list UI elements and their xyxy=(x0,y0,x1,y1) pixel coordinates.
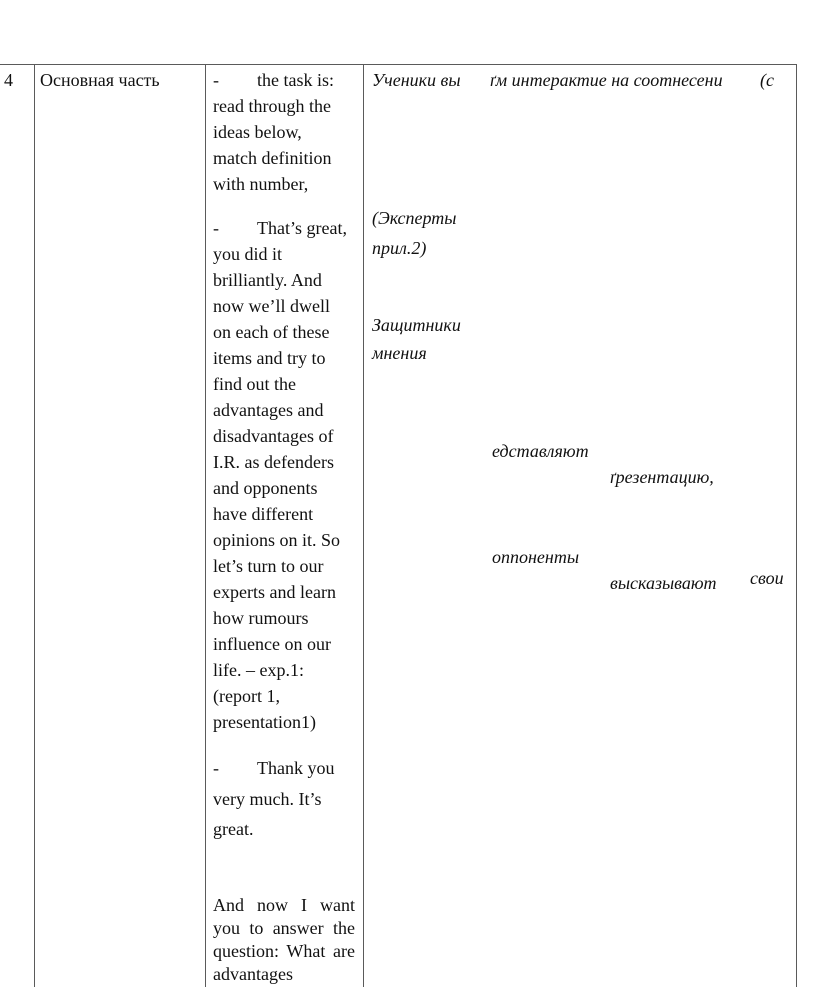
col-border-1 xyxy=(34,64,35,987)
col-border-3 xyxy=(363,64,364,987)
dash-3: - xyxy=(213,758,219,778)
students-text: (с xyxy=(760,70,774,90)
teacher-line: That’s great, xyxy=(257,218,347,238)
teacher-line: very much. It’s xyxy=(213,789,322,809)
students-text: оппоненты xyxy=(492,547,580,567)
teacher-final-paragraph: And now I want you to answer the question: What are advantages xyxy=(213,895,355,984)
students-text: едставляют xyxy=(492,441,589,461)
teacher-line: life. – exp.1: xyxy=(213,660,304,680)
teacher-line: let’s turn to our xyxy=(213,556,324,576)
teacher-line: how rumours xyxy=(213,608,309,628)
teacher-line: opinions on it. So xyxy=(213,530,341,550)
dash-2: - xyxy=(213,218,219,238)
stage-name: Основная часть xyxy=(40,70,160,90)
teacher-line: presentation1) xyxy=(213,712,316,732)
teacher-line: disadvantages of xyxy=(213,426,334,446)
teacher-line: now we’ll dwell xyxy=(213,296,330,316)
teacher-line: find out the xyxy=(213,374,296,394)
col-border-2 xyxy=(205,64,206,987)
teacher-line: have different xyxy=(213,504,314,524)
students-text: ґрезентацию, xyxy=(610,467,714,487)
students-text: свои xyxy=(750,568,784,588)
teacher-line: with number, xyxy=(213,174,309,194)
students-text: Ученики вы xyxy=(372,70,461,90)
teacher-line: great. xyxy=(213,819,254,839)
teacher-line: on each of these xyxy=(213,322,330,342)
teacher-line: influence on our xyxy=(213,634,331,654)
teacher-line: I.R. as defenders xyxy=(213,452,334,472)
teacher-line: brilliantly. And xyxy=(213,270,322,290)
teacher-line: and opponents xyxy=(213,478,318,498)
teacher-line: match definition xyxy=(213,148,332,168)
teacher-line: ideas below, xyxy=(213,122,302,142)
students-text: Защитники xyxy=(372,315,461,335)
teacher-line: you did it xyxy=(213,244,283,264)
dash-1: - xyxy=(213,70,219,90)
teacher-line: items and try to xyxy=(213,348,326,368)
table-top-border xyxy=(0,64,797,65)
teacher-line: read through the xyxy=(213,96,331,116)
students-text: прил.2) xyxy=(372,238,427,258)
teacher-line: Thank you xyxy=(257,758,335,778)
col-border-right xyxy=(796,64,797,987)
teacher-line: advantages and xyxy=(213,400,324,420)
students-text: высказывают xyxy=(610,573,717,593)
students-text: мнения xyxy=(372,343,427,363)
students-text: ґм интерактие на соотнесени xyxy=(490,70,723,90)
teacher-line: (report 1, xyxy=(213,686,280,706)
row-number: 4 xyxy=(4,70,13,90)
teacher-line: experts and learn xyxy=(213,582,336,602)
students-text: (Эксперты xyxy=(372,208,457,228)
teacher-line: the task is: xyxy=(257,70,334,90)
